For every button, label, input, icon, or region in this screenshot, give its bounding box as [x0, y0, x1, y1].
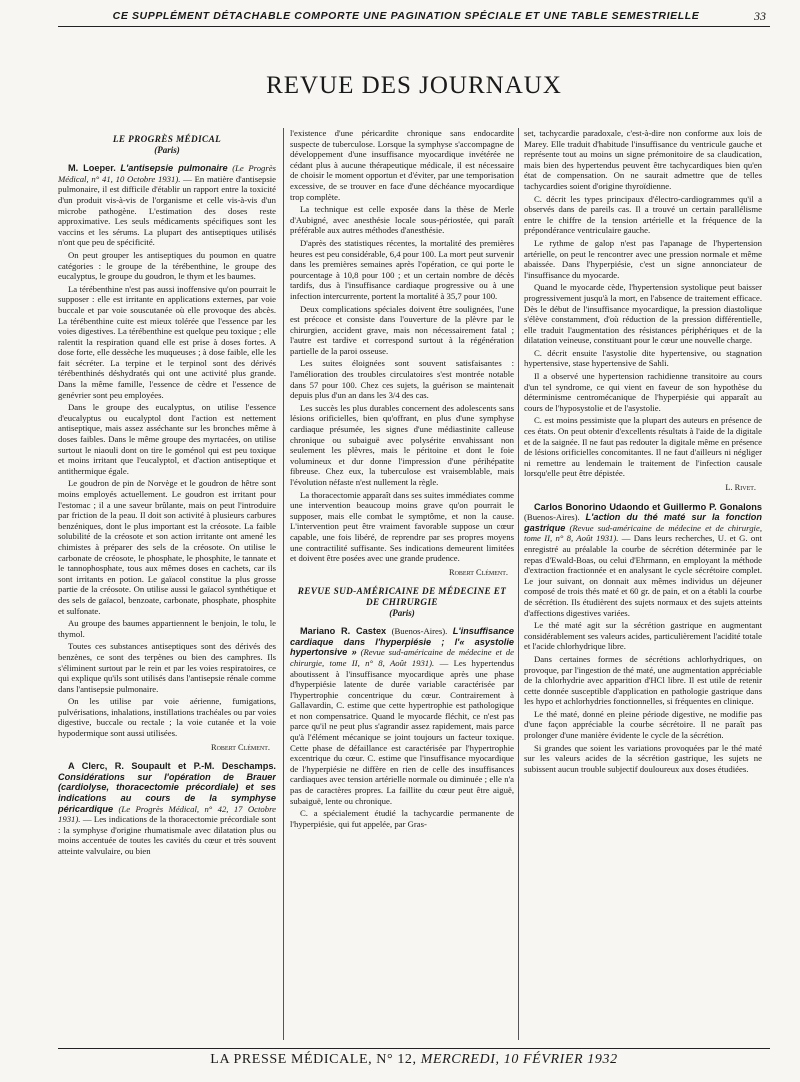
article-author: M. Loeper.	[68, 163, 116, 174]
article-author: Mariano R. Castex	[300, 626, 387, 637]
paragraph: Deux complications spéciales doivent être soulignées, l'une est précoce et consiste dans l'ouverture de la plèvre par le chirurgien, accident grave, mais non nécessairement fatal ; l'autre est tardive et correspond surtout à la régénération partielle de la paroi osseuse.	[290, 303, 514, 356]
journal-page	[58, 0, 770, 1082]
article-title: L'action du thé maté sur la fonction gastrique	[524, 512, 762, 533]
article-author: A Clerc, R. Soupault et P.-M. Deschamps.	[68, 761, 276, 772]
article-text: — En matière d'antisepsie pulmonaire, il est difficile d'établir un rapport entre la toxicité d'un produit vis-à-vis de l'organisme et celle vis-à-vis d'un microbe pathogène. L'estimation des doses reste approximative. Les seuls médicaments spécifiques sont les vaccins et les sérums. La plupart des antiseptiques utilisés n'ont que peu de spécificité.	[58, 173, 276, 248]
section-title: REVUE DES JOURNAUX	[266, 72, 562, 99]
paragraph: Le goudron de pin de Norvège et le goudron de hêtre sont moins employés actuellement. Le goudron est irritant pour l'estomac ; il a une saveur brûlante, mais on peut l'introduire par friction de la peau. Il doit son activité à plusieurs carbures benzéniques, dont le plus important est la créosote. La faible solubilité de la créosote et son action irritante ont amené les chimistes à préparer des sels de la créosote. On utilise le carbonate de créosote, le phosphate, le phosphite, le tannate et le tannophosphate, tous aux mêmes doses en cachets, car ils sont irritants en potion. Le gaïacol constitue la plus grosse partie de la créosote. On utilise aussi le gaïacol synthétique et des sels de gaïacol, benzoate, carbonate, phosphate, phosphite et sulfonate.	[58, 478, 276, 616]
paragraph: Toutes ces substances antiseptiques sont des dérivés des benzènes, ce sont des terpènes ou bien des camphres. Ils s'éliminent surtout par le rein et par les voies respiratoires, ce qui explique qu'ils sont utilisés dans l'antisepsie rénale comme dans l'antisepsie pulmonaire.	[58, 641, 276, 694]
paragraph: Si grandes que soient les variations provoquées par le thé maté sur les valeurs acides de la sécrétion gastrique, les sujets ne subissent aucun trouble subjectif douloureux aux doses étudiées.	[524, 742, 762, 774]
article-reference: (Le Progrès Médical, n° 41, 10 Octobre 1931).	[58, 163, 276, 184]
journal-city: (Paris)	[389, 607, 415, 618]
paragraph: set, tachycardie paradoxale, c'est-à-dire non conforme aux lois de Marey. Elle traduit d'habitude l'insuffisance du ventricule gauche et représente tout au moins un signe prémonitoire de sa claudication, mais bien des hypertendus peuvent être tachycardiques bien qu'en état de compensation. On ne saurait admettre que de telles tachycardies soient d'origine thyroïdienne.	[524, 128, 762, 191]
paragraph: La thoracectomie apparaît dans ses suites immédiates comme une intervention beaucoup moins grave qu'on pourrait le supposer, mais elle combat le symptôme, et non la cause. L'intervention peut être vraiment favorable suppose un cœur capable, une fois libéré, de reprendre par ses propres moyens une contractilité suffisante. Ses indications demeurent limitées et doivent être posées avec une grande prudence.	[290, 489, 514, 564]
running-header: CE SUPPLÉMENT DÉTACHABLE COMPORTE UNE PAGINATION SPÉCIALE ET UNE TABLE SEMESTRIELLE	[112, 10, 700, 22]
page-footer	[58, 1048, 770, 1074]
article-title: Considérations sur l'opération de Brauer (cardiolyse, thoracectomie précordiale) et ses indications au cours de la symphyse péricardique	[58, 771, 276, 814]
article-text: — Les hypertendus aboutissent à l'insuffisance myocardique après une phase d'hyperpiésie latente de durée variable caractérisée par l'hypertrophie concentrique du cœur. Contrairement à Gallavardin, C. estime que cette hypertrophie est pathologique et non compensatrice. Quand le myocarde fléchit, ce n'est pas parce qu'il ne peut plus s'agrandir assez rapidement, mais parce qu'à l'élément mécanique se joint toujours un facteur toxique. Cette phase de défaillance est caractérisée par l'hypertrophie excentrique du cœur. C. estime que l'insuffisance myocardique de l'hyperpiésie ne diffère en rien de celle des insuffisances cardiaques avec tension artérielle normale ou diminuée ; elle n'a pas de caractères propres. La faillite du cœur peut être aiguë, subaiguë, lente ou chronique.	[290, 657, 514, 806]
article-lead	[290, 626, 514, 806]
paragraph: Les suites éloignées sont souvent satisfaisantes : l'amélioration des troubles circulatoires s'est montrée notable dans 57 pour 100. Chez ces sujets, la guérison se maintenait depuis plus d'un an dans les 3/4 des cas.	[290, 358, 514, 401]
article-reference: (Revue sud-américaine de médecine et de chirurgie, tome II, n° 8, Août 1931).	[524, 522, 762, 544]
paragraph: Le thé maté agit sur la sécrétion gastrique en augmentant considérablement ses valeurs acides, particulièrement l'acidité totale et l'acide chlorhydrique libre.	[524, 620, 762, 652]
paragraph: Dans certaines formes de sécrétions achlorhydriques, on provoque, par l'ingestion de thé maté, une augmentation appréciable de la chlorhydrie avec apparition d'HCl libre. Il est utile de retenir cette donnée susceptible d'application en pathologie gastrique dans les hypo et achlorhydries fonctionnelles, si fréquentes en clinique.	[524, 653, 762, 707]
paragraph: On les utilise par voie aérienne, fumigations, pulvérisations, inhalations, instillations trachéales ou par voies digestive, buccale ou rectale ; la voie cutanée et la voie hypodermique sont aussi utilisées.	[58, 696, 276, 739]
paragraph: Les succès les plus durables concernent des adolescents sans lésions orificielles, bien qu'offrant, en plus d'une symphyse cardiaque présumée, les signes d'une médiastinite calleuse chronique ou subaiguë avec polysérite envahissant non seulement les plèvres, mais le péritoine et dont le foie volumineux et dur donne l'impression d'une périhépatite fibreuse. Chez eux, la tuberculose est vraisemblable, mais l'évolution néfaste n'est nullement la règle.	[290, 402, 514, 487]
article-signature: Robert Clément.	[449, 567, 508, 577]
paragraph: Au groupe des baumes appartiennent le benjoin, le tolu, le thymol.	[58, 618, 276, 639]
article-reference: (Revue sud-américaine de médecine et de chirurgie, tome II, n° 8, Août 1931).	[290, 647, 514, 668]
paragraph: C. est moins pessimiste que la plupart des auteurs en présence de ces états. On peut obtenir d'excellents résultats à l'aide de la digitale et de la saignée. Il ne faut pas redouter la digitale même en présence de lésions orificielles concomitantes. Il ne faut d'ailleurs ni négliger ni remettre au lendemain le traitement de l'infection causale lorsqu'elle peut être dépistée.	[524, 415, 762, 479]
column-rule-right	[518, 128, 519, 1040]
article-location: (Buenos-Aires).	[391, 626, 448, 637]
footer-journal: LA PRESSE MÉDICALE, N° 12,	[210, 1052, 417, 1067]
paragraph: C. décrit les types principaux d'électro-cardiogrammes qu'il a observés dans de pareils cas. Il a trouvé un certain parallélisme entre le chiffre de la tension artérielle et la fréquence de la prépondérance ventriculaire gauche.	[524, 193, 762, 236]
paragraph: l'existence d'une péricardite chronique sans endocardite suspecte de tuberculose. Lorsque la symphyse s'accompagne de développement d'une insuffisance myocardique invétérée ne cédant plus à aucune thérapeutique médicale, il est nécessaire de choisir le moment opportun et d'éviter, par une temporisation excessive, de se trouver en face d'une déchéance myocardique trop complète.	[290, 128, 514, 202]
journal-city: (Paris)	[154, 144, 180, 155]
column-1	[58, 128, 276, 1040]
paragraph: C. a spécialement étudié la tachycardie permanente de l'hyperpiésie, qui fut appelée, par Gras-	[290, 808, 514, 829]
article-lead	[58, 163, 276, 248]
paragraph: Le rythme de galop n'est pas l'apanage de l'hypertension artérielle, on peut le rencontrer avec une pression normale et même abaissée. Dans l'hyperpiésie, c'est un signe annonciateur de l'insuffisance du myocarde.	[524, 237, 762, 280]
article-title: L'insuffisance cardiaque dans l'hyperpiésie ; l'« asystolie hypertonsive »	[290, 626, 514, 658]
article-reference: (Le Progrès Médical, n° 42, 17 Octobre 1931).	[58, 803, 276, 825]
article-text: — Dans leurs recherches, U. et G. ont enregistré au préalable la courbe de sécrétion déterminée par le repas d'Ewald-Boas, ou celui d'Ehrmann, en employant la méthode d'extraction fractionnée et en analysant le cycle sécrétoire complet. Le jour suivant, on donnait aux mêmes individus un déjeuner composé de trois thés maté et 60 gr. de pain, et on a établi la courbe de sécrétion. Ils étudièrent des sujets normaux et des sujets atteints d'affections digestives variées.	[524, 533, 762, 618]
page-number: 33	[754, 8, 766, 23]
article-signature: Robert Clément.	[211, 742, 270, 752]
paragraph: Quand le myocarde cède, l'hypertension systolique peut baisser progressivement jusqu'à la mort, en l'absence de traitement efficace. Dès le début de l'insuffisance myocardique, la pression diastolique s'élève constamment, d'où réduction de la pression différentielle, elle traduit l'augmentation des résistances périphériques et de la dilatation veineuse, constituant pour le cœur une nouvelle charge.	[524, 282, 762, 346]
paragraph: C. décrit ensuite l'asystolie dite hypertensive, ou stagnation hypertensive, stase hypertensive de Sahli.	[524, 347, 762, 369]
article-title: L'antisepsie pulmonaire	[120, 163, 228, 174]
paragraph: La technique est celle exposée dans la thèse de Merle d'Aubigné, avec anesthésie locale sous-périostée, qui paraît préférable aux autres méthodes d'anesthésie.	[290, 204, 514, 236]
journal-name: REVUE SUD-AMÉRICAINE DE MÉDECINE ET DE CHIRURGIE	[297, 586, 507, 607]
paragraph: D'après des statistiques récentes, la mortalité des premières heures est peu considérable, 6,4 pour 100. La mort peut survenir dans les premières semaines après l'opération, ce qui porte le pourcentage à 10,8 pour 100 ; et un certain nombre de décès tardifs, dus à l'insuffisance cardiaque progressive ou à une infection intercurrente, portent la mortalité à 35,7 pour 100.	[290, 237, 514, 301]
paragraph: On peut grouper les antiseptiques du poumon en quatre catégories : le groupe de la térébenthine, le groupe des eucalyptus, le groupe du goudron, le thym et les baumes.	[58, 249, 276, 282]
article-signature: L. Rivet.	[725, 483, 756, 492]
article-lead	[524, 502, 762, 619]
footer-date: MERCREDI, 10 FÉVRIER 1932	[420, 1052, 618, 1067]
column-2	[290, 128, 514, 1040]
article-text: — Les indications de la thoracectomie précordiale sont : la symphyse d'origine rhumatismale avec dilatation plus ou moins accentuée de toutes les cavités du cœur et très souvent atteinte valvulaire, ou bien	[58, 814, 276, 856]
page-header	[58, 6, 770, 27]
article-lead	[58, 761, 276, 856]
paragraph: Le thé maté, donné en pleine période digestive, ne modifie pas d'une façon appréciable la courbe sécrétoire. Il ne paraît pas prolonger d'une manière évidente le cycle de la sécrétion.	[524, 708, 762, 741]
column-rule-left	[283, 128, 284, 1040]
article-author: Carlos Bonorino Udaondo et Guillermo P. Gonalons	[534, 501, 762, 512]
paragraph: Dans le groupe des eucalyptus, on utilise l'essence d'eucalyptus ou eucalyptol dont l'action est nettement antiseptique, mais assez asséchante sur les bronches même à doses faibles. Dans le même groupe des myrtacées, on utilise surtout le niaouli dont on tire le goménol qui est peu toxique et moins irritant que l'eucalyptol, et d'action antiseptique et antithermique égale.	[58, 402, 276, 476]
paragraph: La térébenthine n'est pas aussi inoffensive qu'on pourrait le supposer : elle est irritante en applications externes, par voie buccale et par voie souscutanée où elle provoque des abcès. La térébenthine cuite est mieux tolérée que l'essence par les voies digestives. La térébenthine est quelque peu toxique ; elle ralentit la respiration quand elle est prise à doses fortes. A dose forte, elle dessèche les muqueuses ; à dose faible, elle les fait sécréter. La terpine et le terpinol sont des dérivés térébenthinés déshydratés qui ont une activité plus grande. Dans la même famille, l'essence de cèdre et l'essence de genévrier sont peu employées.	[58, 283, 276, 400]
column-3	[524, 128, 762, 1040]
article-location: (Buenos-Aires).	[524, 512, 580, 523]
paragraph: Il a observé une hypertension rachidienne transitoire au cours d'un tel syndrome, ce qui vient en faveur de son hypothèse du déterminisme centromécanique de l'hyperpiésie qui apparaît au cours de l'hyposystolie et de l'asystolie.	[524, 371, 762, 413]
journal-name: LE PROGRÈS MÉDICAL	[112, 134, 222, 144]
